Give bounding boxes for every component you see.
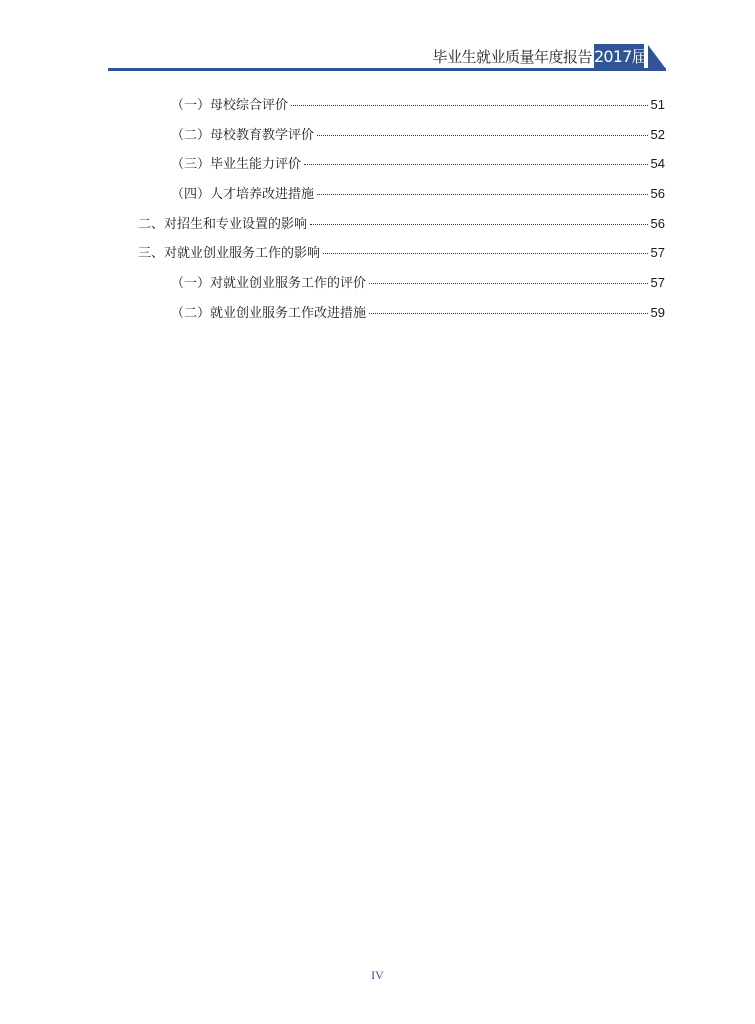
toc-dot-leader [317, 194, 648, 195]
toc-dot-leader [291, 105, 648, 106]
toc-entry-page: 57 [650, 275, 665, 290]
toc-entry-label: （一）对就业创业服务工作的评价 [171, 276, 367, 291]
toc-entry[interactable] [171, 183, 665, 205]
toc-entry[interactable] [171, 153, 665, 175]
toc-entry-label: （二）母校教育教学评价 [171, 128, 315, 143]
toc-entry-page: 56 [650, 186, 665, 201]
toc-entry-label: （三）毕业生能力评价 [171, 157, 302, 172]
year-badge: 2017届 [594, 44, 644, 69]
toc-entry[interactable] [171, 124, 665, 146]
toc-dot-leader [369, 313, 648, 314]
toc-entry-label: （四）人才培养改进措施 [171, 187, 315, 202]
header-triangle-decoration [648, 45, 666, 69]
report-title: 毕业生就业质量年度报告 [432, 48, 592, 66]
toc-dot-leader [323, 253, 648, 254]
toc-entry[interactable] [138, 213, 665, 235]
toc-entry[interactable] [171, 272, 665, 294]
toc-dot-leader [317, 135, 648, 136]
toc-entry[interactable] [138, 242, 665, 264]
toc-dot-leader [369, 283, 648, 284]
page-number: IV [371, 968, 384, 982]
toc-entry-page: 59 [650, 305, 665, 320]
toc-entry-page: 51 [650, 97, 665, 112]
toc-entry[interactable] [171, 302, 665, 324]
header-rule [108, 68, 666, 71]
toc-dot-leader [310, 224, 648, 225]
page-header [0, 0, 755, 80]
toc-entry-page: 57 [650, 245, 665, 260]
toc-entry-label: 二、对招生和专业设置的影响 [138, 217, 308, 232]
toc-entry[interactable] [171, 94, 665, 116]
toc-entry-label: 三、对就业创业服务工作的影响 [138, 246, 321, 261]
toc-entry-label: （二）就业创业服务工作改进措施 [171, 306, 367, 321]
toc-entry-page: 54 [650, 156, 665, 171]
toc-entry-label: （一）母校综合评价 [171, 98, 289, 113]
toc-dot-leader [304, 164, 648, 165]
toc-entry-page: 56 [650, 216, 665, 231]
toc-entry-page: 52 [650, 127, 665, 142]
